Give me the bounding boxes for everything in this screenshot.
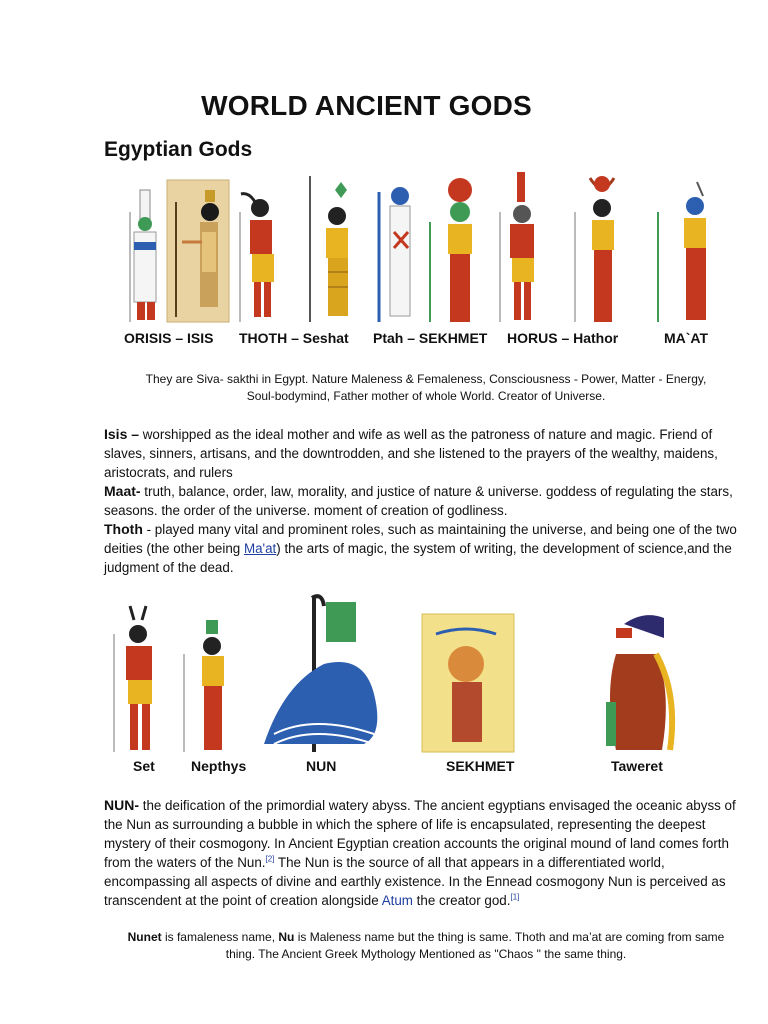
- intro-note-line1: They are Siva- sakthi in Egypt. Nature Maleness & Femaleness, Consciousness - Power, Matter - Energy,: [145, 372, 707, 386]
- caption-set: Set: [133, 758, 155, 774]
- nun-text-1: the deification of the primordial watery abyss. The ancient egyptians envisaged the oceanic abyss of the Nun as surrounding a bubble in which the sphere of life is encapsulated, representing the deepest mystery of their cosmogony. In Ancient Egyptian creation accounts the original mound of land comes forth from the waters of the Nun.: [104, 798, 736, 870]
- set-figure: [114, 606, 152, 752]
- caption-taweret: Taweret: [611, 758, 663, 774]
- closing-note-text-1: is famaleness name,: [161, 930, 279, 944]
- sekhmet-card-figure: [422, 614, 514, 752]
- taweret-figure: [606, 615, 672, 750]
- caption-horus-hathor: HORUS – Hathor: [507, 330, 619, 346]
- caption-maat: MA`AT: [664, 330, 709, 346]
- page-title: WORLD ANCIENT GODS: [201, 90, 532, 121]
- intro-note-line2: Soul-bodymind, Father mother of whole World. Creator of Universe.: [246, 389, 606, 403]
- nun-text-2: The Nun is the source of all that appears in a differentiated world, encompassing all aspects of divine and earthly existence. In the Ennead cosmogony Nun is perceived as transcendent at the point of creation alongside: [104, 855, 726, 908]
- maat-figure: [658, 182, 706, 322]
- atum-link[interactable]: Atum: [381, 893, 413, 908]
- nun-figure: [264, 596, 377, 752]
- caption-sekhmet: SEKHMET: [446, 758, 515, 774]
- caption-thoth-seshat: THOTH – Seshat: [239, 330, 349, 346]
- closing-note-line2: thing. The Ancient Greek Mythology Mentioned as "Chaos " the same thing.: [225, 947, 627, 961]
- nun-term: NUN-: [104, 797, 139, 813]
- osiris-figure: [130, 190, 156, 322]
- sekhmet-figure: [430, 178, 472, 322]
- gods-illustration-row2: [104, 594, 704, 754]
- isis-figure: [167, 180, 229, 322]
- isis-term: Isis –: [104, 426, 140, 442]
- section-heading-egyptian-gods: Egyptian Gods: [104, 138, 253, 161]
- nun-ref-2[interactable]: [2]: [265, 854, 275, 864]
- horus-figure: [500, 172, 534, 322]
- caption-nepthys: Nepthys: [191, 758, 247, 774]
- seshat-figure: [310, 176, 348, 322]
- nun-text-3: the creator god.: [412, 893, 511, 908]
- closing-note: [104, 929, 748, 963]
- gods-illustration-row1: [112, 172, 732, 332]
- nunet-term: Nunet: [127, 930, 162, 944]
- thoth-term: Thoth: [104, 521, 143, 537]
- closing-note-text-2: is Maleness name but the thing is same. Thoth and ma’at are coming from same: [294, 930, 725, 944]
- maat-term: Maat-: [104, 483, 141, 499]
- caption-ptah-sekhmet: Ptah – SEKHMET: [373, 330, 488, 346]
- nun-ref-1[interactable]: [1]: [510, 892, 520, 902]
- hathor-figure: [575, 176, 614, 322]
- nepthys-figure: [184, 620, 224, 752]
- nu-term: Nu: [278, 930, 295, 944]
- intro-note: [104, 371, 748, 405]
- maat-text: truth, balance, order, law, morality, and justice of nature & universe. goddess of regulating the stars, seasons. the order of the universe. moment of creation of godliness.: [104, 484, 733, 518]
- thoth-text-before: - played many vital and prominent roles, such as maintaining the universe, and being one of the two deities (the other being: [104, 522, 737, 556]
- ptah-figure: [379, 187, 410, 322]
- thoth-text-after: ) the arts of magic, the system of writing, the development of science,and the judgment of the dead.: [104, 541, 732, 575]
- maat-link[interactable]: Ma'at: [243, 541, 277, 556]
- caption-osiris-isis: ORISIS – ISIS: [124, 330, 214, 346]
- nun-paragraph: [104, 796, 744, 910]
- thoth-figure: [240, 194, 274, 322]
- isis-text: worshipped as the ideal mother and wife as well as the patroness of nature and magic. Friend of slaves, sinners, artisans, and the downtrodden, and she listened to the prayers of the wealthy, maidens, aristocrats, and rulers: [104, 427, 718, 480]
- caption-nun: NUN: [306, 758, 337, 774]
- isis-paragraph: [104, 425, 744, 577]
